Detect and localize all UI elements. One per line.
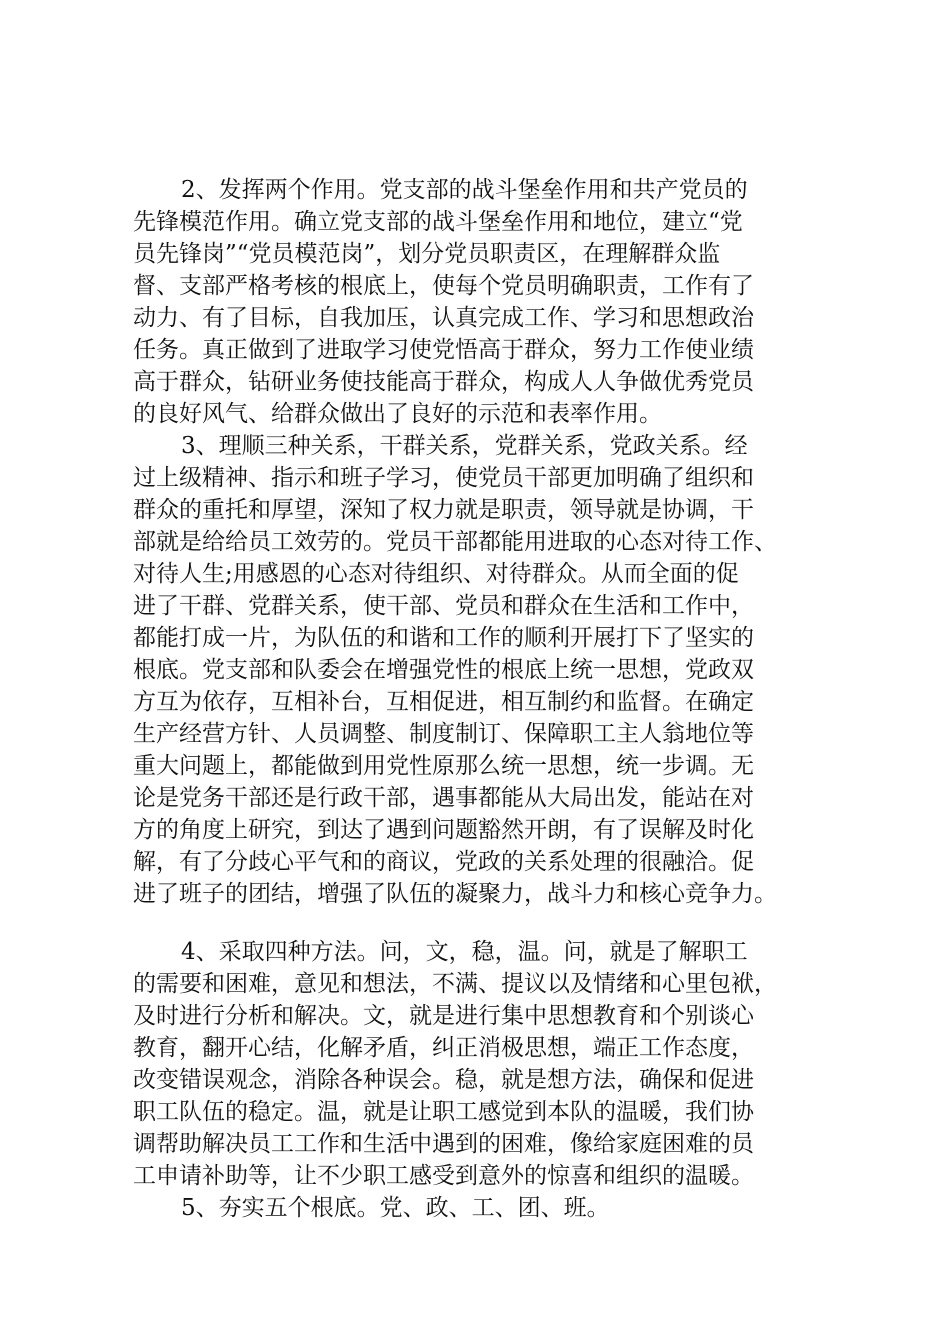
text-line: 调帮助解决员工工作和生活中遇到的困难，像给家庭困难的员 (133, 1131, 754, 1157)
text-line: 先锋模范作用。确立党支部的战斗堡垒作用和地位，建立“党 (133, 209, 743, 235)
text-line: 4、采取四种方法。问，文，稳，温。问，就是了解职工 (181, 939, 748, 965)
text-line: 生产经营方针、人员调整、制度制订、保障职工主人翁地位等 (133, 721, 754, 747)
text-line: 进了干群、党群关系，使干部、党员和群众在生活和工作中， (133, 593, 754, 619)
text-line: 部就是给给员工效劳的。党员干部都能用进取的心态对待工作、 (133, 529, 777, 555)
text-line: 群众的重托和厚望，深知了权力就是职责，领导就是协调，干 (133, 497, 754, 523)
text-line: 职工队伍的稳定。温，就是让职工感觉到本队的温暖，我们协 (133, 1099, 754, 1125)
text-line: 过上级精神、指示和班子学习，使党员干部更加明确了组织和 (133, 465, 754, 491)
text-line: 工申请补助等，让不少职工感受到意外的惊喜和组织的温暖。 (133, 1163, 754, 1189)
text-line: 重大问题上，都能做到用党性原那么统一思想，统一步调。无 (133, 753, 754, 779)
text-line: 解，有了分歧心平气和的商议，党政的关系处理的很融洽。促 (133, 849, 754, 875)
text-line: 3、理顺三种关系，干群关系，党群关系，党政关系。经 (181, 433, 748, 459)
text-line: 2、发挥两个作用。党支部的战斗堡垒作用和共产党员的 (181, 177, 748, 203)
text-line: 的良好风气、给群众做出了良好的示范和表率作用。 (133, 401, 662, 427)
text-line: 论是党务干部还是行政干部，遇事都能从大局出发，能站在对 (133, 785, 754, 811)
text-line: 进了班子的团结，增强了队伍的凝聚力，战斗力和核心竞争力。 (133, 881, 777, 907)
text-line: 任务。真正做到了进取学习使党悟高于群众，努力工作使业绩 (133, 337, 754, 363)
text-line: 改变错误观念，消除各种误会。稳，就是想方法，确保和促进 (133, 1067, 754, 1093)
text-line: 教育，翻开心结，化解矛盾，纠正消极思想，端正工作态度， (133, 1035, 754, 1061)
text-line: 方的角度上研究，到达了遇到问题豁然开朗，有了误解及时化 (133, 817, 754, 843)
text-line: 的需要和困难，意见和想法，不满、提议以及情绪和心里包袱， (133, 971, 777, 997)
text-line: 方互为依存，互相补台，互相促进，相互制约和监督。在确定 (133, 689, 754, 715)
text-line: 动力、有了目标，自我加压，认真完成工作、学习和思想政治 (133, 305, 754, 331)
text-line: 高于群众，钻研业务使技能高于群众，构成人人争做优秀党员 (133, 369, 754, 395)
text-line: 员先锋岗”“党员模范岗”，划分党员职责区，在理解群众监 (133, 241, 721, 267)
text-line: 5、夯实五个根底。党、政、工、团、班。 (181, 1195, 610, 1221)
text-line: 及时进行分析和解决。文，就是进行集中思想教育和个别谈心 (133, 1003, 754, 1029)
text-line: 对待人生;用感恩的心态对待组织、对待群众。从而全面的促 (133, 561, 739, 587)
text-line: 督、支部严格考核的根底上，使每个党员明确职责，工作有了 (133, 273, 754, 299)
text-line: 都能打成一片，为队伍的和谐和工作的顺利开展打下了坚实的 (133, 625, 754, 651)
text-line: 根底。党支部和队委会在增强党性的根底上统一思想，党政双 (133, 657, 754, 683)
